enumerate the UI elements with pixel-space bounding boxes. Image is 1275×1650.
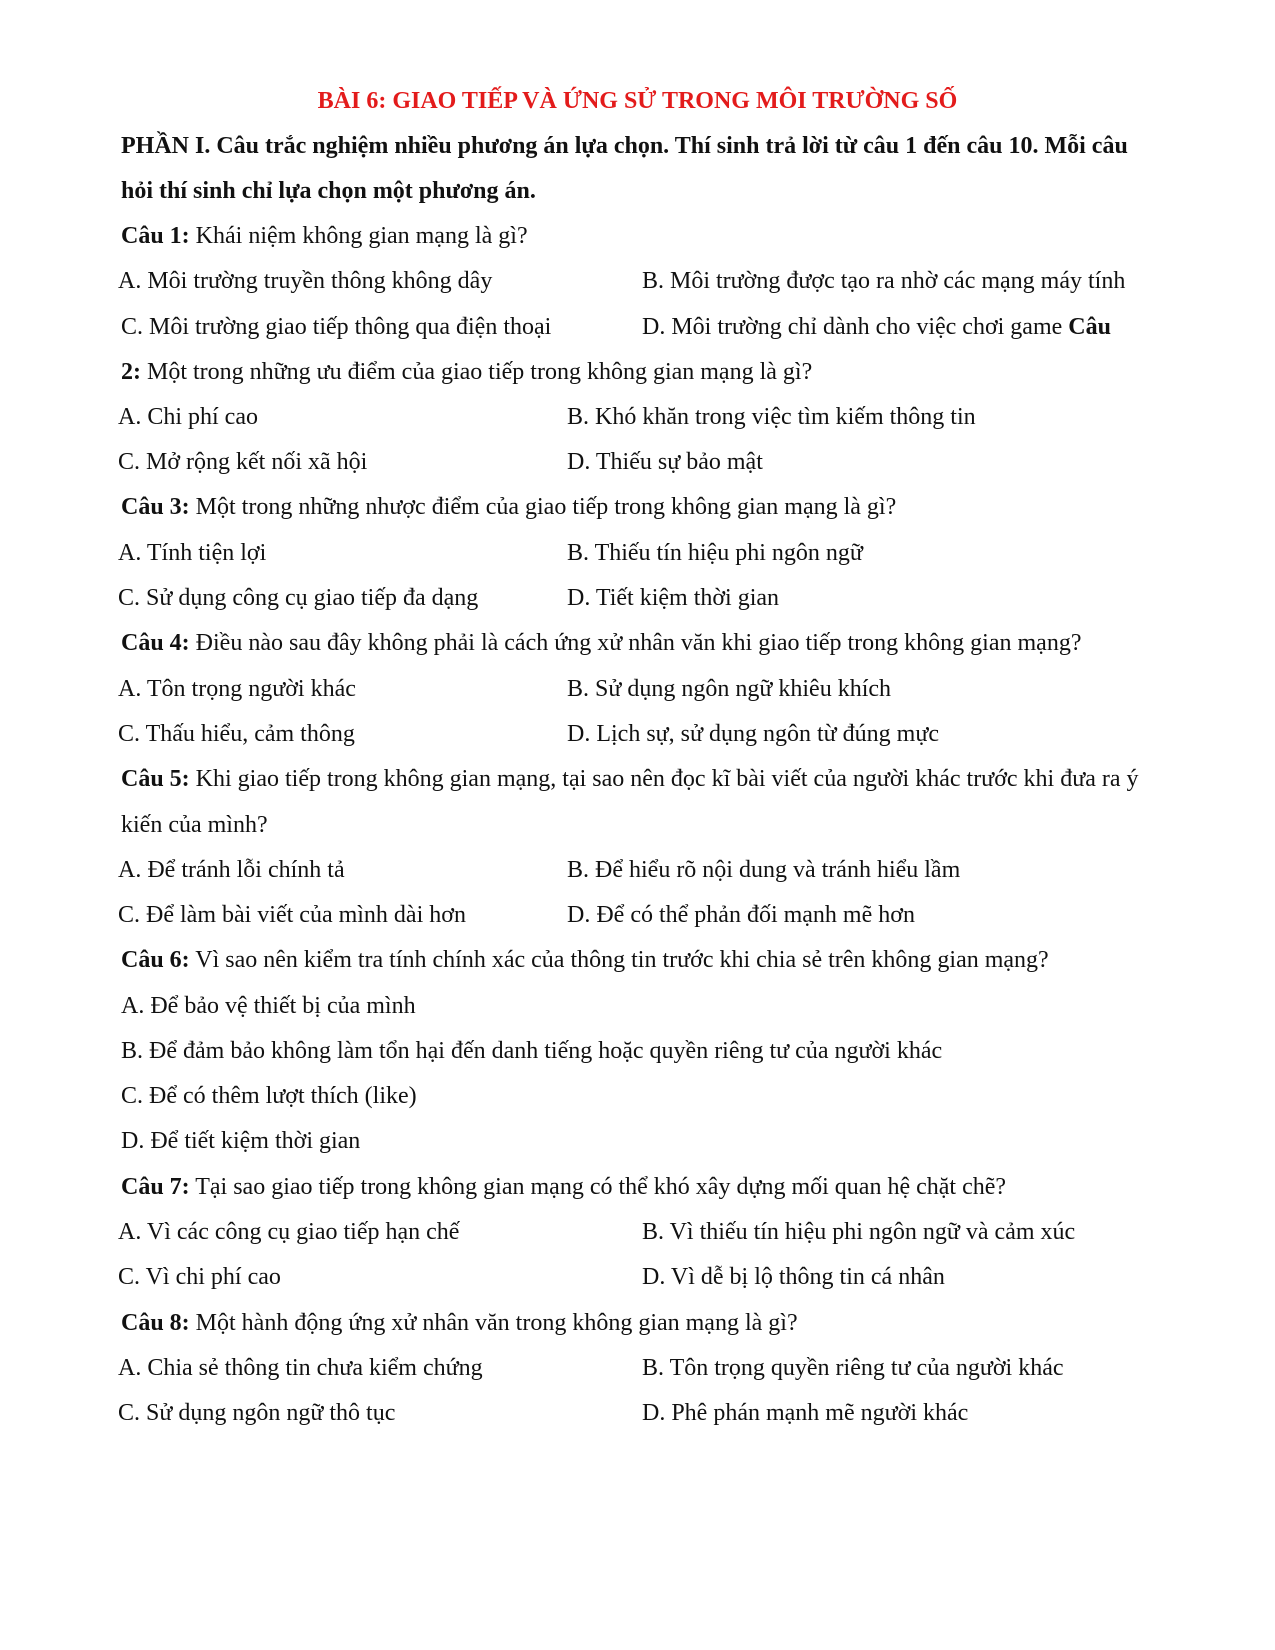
q6-option-b: B. Để đảm bảo không làm tổn hại đến danh tiếng hoặc quyền riêng tư của người khác (121, 1038, 943, 1064)
question-label: Câu 5: (121, 766, 190, 792)
q7-option-a: A. Vì các công cụ giao tiếp hạn chế (118, 1219, 460, 1245)
q2-option-d: D. Thiếu sự bảo mật (567, 449, 763, 475)
q2-option-c: C. Mở rộng kết nối xã hội (118, 449, 368, 475)
q3-option-a: A. Tính tiện lợi (118, 540, 267, 566)
q3-option-d: D. Tiết kiệm thời gian (567, 585, 780, 611)
question-1 (121, 221, 528, 251)
q8-option-c: C. Sử dụng ngôn ngữ thô tục (118, 1400, 396, 1426)
question-label: Câu 3: (121, 494, 190, 520)
question-label: Câu 1: (121, 223, 190, 249)
q7-option-d: D. Vì dễ bị lộ thông tin cá nhân (642, 1264, 945, 1290)
question-7 (121, 1172, 1006, 1202)
question-6 (121, 945, 1049, 975)
question-text: Vì sao nên kiểm tra tính chính xác của thông tin trước khi chia sẻ trên không gian mạng? (189, 947, 1049, 973)
q6-option-c: C. Để có thêm lượt thích (like) (121, 1083, 417, 1109)
q1-option-c: C. Môi trường giao tiếp thông qua điện thoại (121, 314, 552, 340)
question-text: Một hành động ứng xử nhân văn trong không gian mạng là gì? (189, 1310, 798, 1336)
page-title: BÀI 6: GIAO TIẾP VÀ ỨNG SỬ TRONG MÔI TRƯỜNG SỐ (317, 88, 958, 114)
option-trailing-label: Câu (1068, 314, 1111, 340)
question-label: Câu 7: (121, 1174, 190, 1200)
q6-option-d: D. Để tiết kiệm thời gian (121, 1128, 361, 1154)
question-5 (121, 764, 1139, 794)
q4-option-c: C. Thấu hiểu, cảm thông (118, 721, 355, 747)
q8-option-d: D. Phê phán mạnh mẽ người khác (642, 1400, 969, 1426)
q1-option-a: A. Môi trường truyền thông không dây (118, 268, 493, 294)
q1-option-d (642, 312, 1111, 342)
question-text: Điều nào sau đây không phải là cách ứng xử nhân văn khi giao tiếp trong không gian mạng? (189, 630, 1082, 656)
q2-option-b: B. Khó khăn trong việc tìm kiếm thông tin (567, 404, 976, 430)
q5-option-b: B. Để hiểu rõ nội dung và tránh hiểu lầm (567, 857, 961, 883)
question-label: 2: (121, 359, 141, 385)
question-4 (121, 628, 1081, 658)
q8-option-a: A. Chia sẻ thông tin chưa kiểm chứng (118, 1355, 483, 1381)
question-text: Một trong những nhược điểm của giao tiếp trong không gian mạng là gì? (189, 494, 897, 520)
question-text: Khi giao tiếp trong không gian mạng, tại sao nên đọc kĩ bài viết của người khác trước khi đưa ra ý (189, 766, 1139, 792)
question-8 (121, 1308, 798, 1338)
q2-option-a: A. Chi phí cao (118, 404, 258, 430)
q4-option-d: D. Lịch sự, sử dụng ngôn từ đúng mực (567, 721, 940, 747)
question-label: Câu 8: (121, 1310, 190, 1336)
question-text: Tại sao giao tiếp trong không gian mạng có thể khó xây dựng mối quan hệ chặt chẽ? (189, 1174, 1007, 1200)
q3-option-c: C. Sử dụng công cụ giao tiếp đa dạng (118, 585, 479, 611)
q5-option-d: D. Để có thể phản đối mạnh mẽ hơn (567, 902, 915, 928)
question-label: Câu 4: (121, 630, 190, 656)
question-3 (121, 492, 896, 522)
part-heading-line-1: PHẦN I. Câu trắc nghiệm nhiều phương án lựa chọn. Thí sinh trả lời từ câu 1 đến câu 10. Mỗi câu (121, 133, 1128, 159)
part-heading-line-2: hỏi thí sinh chỉ lựa chọn một phương án. (121, 178, 536, 204)
q6-option-a: A. Để bảo vệ thiết bị của mình (121, 993, 416, 1019)
q5-option-c: C. Để làm bài viết của mình dài hơn (118, 902, 466, 928)
q7-option-c: C. Vì chi phí cao (118, 1264, 281, 1290)
question-text: Một trong những ưu điểm của giao tiếp trong không gian mạng là gì? (141, 359, 813, 385)
option-text: D. Môi trường chỉ dành cho việc chơi game (642, 314, 1069, 340)
question-2 (121, 357, 812, 387)
q5-option-a: A. Để tránh lỗi chính tả (118, 857, 345, 883)
q8-option-b: B. Tôn trọng quyền riêng tư của người khác (642, 1355, 1064, 1381)
question-label: Câu 6: (121, 947, 190, 973)
question-5-continued: kiến của mình? (121, 812, 268, 838)
q3-option-b: B. Thiếu tín hiệu phi ngôn ngữ (567, 540, 863, 566)
question-text: Khái niệm không gian mạng là gì? (189, 223, 528, 249)
q7-option-b: B. Vì thiếu tín hiệu phi ngôn ngữ và cảm xúc (642, 1219, 1076, 1245)
q4-option-b: B. Sử dụng ngôn ngữ khiêu khích (567, 676, 892, 702)
q4-option-a: A. Tôn trọng người khác (118, 676, 356, 702)
q1-option-b: B. Môi trường được tạo ra nhờ các mạng máy tính (642, 268, 1126, 294)
